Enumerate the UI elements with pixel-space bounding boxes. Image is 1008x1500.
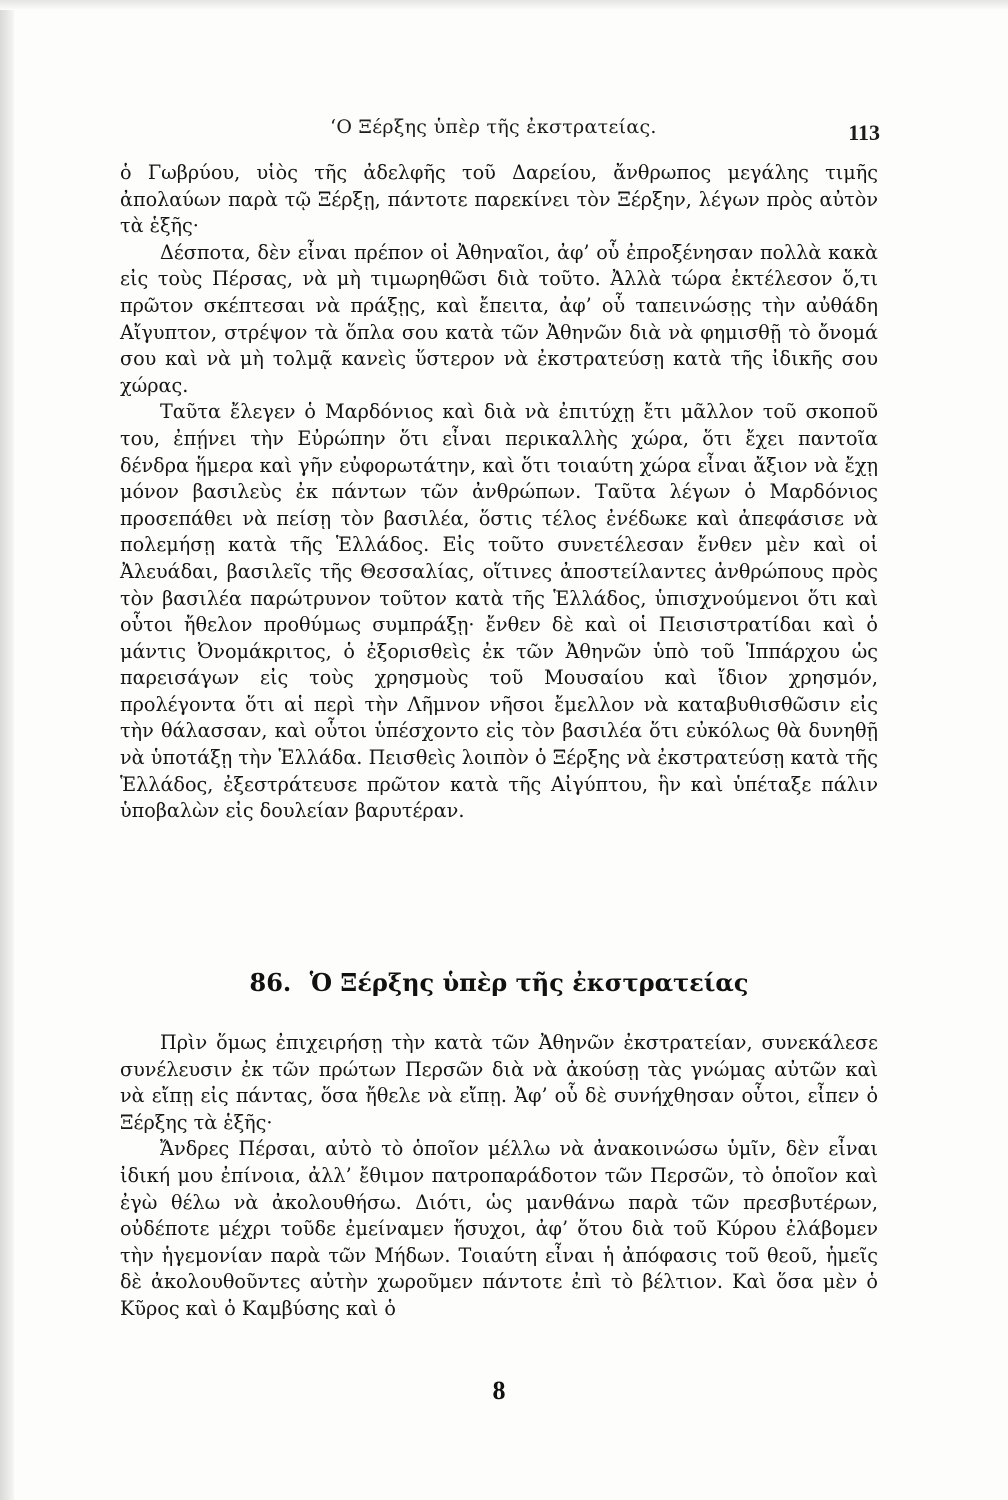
paragraph: ὁ Γωβρύου, υἱὸς τῆς ἀδελφῆς τοῦ Δαρείου, ἄνθρωπος μεγάλης τιμῆς ἀπολαύων παρὰ τῷ Ξέρξῃ, πάντοτε παρεκίνει τὸν Ξέρξην, λέγων πρὸς αὐτὸν τὰ ἑξῆς· (120, 161, 878, 238)
section-title: Ὁ Ξέρξης ὑπὲρ τῆς ἐκστρατείας (309, 968, 749, 997)
page-shadow-left (0, 0, 14, 1500)
paragraph: Ἄνδρες Πέρσαι, αὐτὸ τὸ ὁποῖον μέλλω νὰ ἀνακοινώσω ὑμῖν, δὲν εἶναι ἰδική μου ἐπίνοια, ἀλλ’ ἔθιμον πατροπαράδοτον τῶν Περσῶν, τὸ ὁποῖον καὶ ἐγὼ θέλω νὰ ἀκολουθήσω. Διότι, ὡς μανθάνω παρὰ τῶν πρεσβυτέρων, οὐδέποτε μέχρι τοῦδε ἐμείναμεν ἥσυχοι, ἀφ’ ὅτου διὰ τοῦ Κύρου ἐλάβομεν τὴν ἡγεμονίαν παρὰ τῶν Μήδων. Τοιαύτη εἶναι ἡ ἀπόφασις τοῦ θεοῦ, ἡμεῖς δὲ ἀκολουθοῦντες αὐτὴν χωροῦμεν πάντοτε ἐπὶ τὸ βέλτιον. Καὶ ὅσα μὲν ὁ Κῦρος καὶ ὁ Καμβύσης καὶ ὁ (120, 1137, 878, 1320)
signature-mark: 8 (492, 1376, 506, 1405)
body-text-top (120, 160, 878, 825)
running-title: ‘Ο Ξέρξης ὑπὲρ τῆς ἐκστρατείας. (330, 116, 657, 138)
page-number: 113 (848, 120, 880, 145)
page-shadow-top (0, 0, 1008, 10)
section-number: 86. (249, 968, 292, 997)
paragraph: Ταῦτα ἔλεγεν ὁ Μαρδόνιος καὶ διὰ νὰ ἐπιτύχῃ ἔτι μᾶλλον τοῦ σκοποῦ του, ἐπῄνει τὴν Εὐρώπην ὅτι εἶναι περικαλλὴς χώρα, ὅτι ἔχει παντοῖα δένδρα ἥμερα καὶ γῆν εὐφορωτάτην, καὶ ὅτι τοιαύτη χώρα εἶναι ἄξιον νὰ ἔχῃ μόνον βασιλεὺς ἐκ πάντων τῶν ἀνθρώπων. Ταῦτα λέγων ὁ Μαρδόνιος προσεπάθει νὰ πείσῃ τὸν βασιλέα, ὅστις τέλος ἐνέδωκε καὶ ἀπεφάσισε νὰ πολεμήσῃ κατὰ τῆς Ἑλλάδος. Εἰς τοῦτο συνετέλεσαν ἔνθεν μὲν καὶ οἱ Ἀλευάδαι, βασιλεῖς τῆς Θεσσαλίας, οἵτινες ἀποστείλαντες ἀνθρώπους πρὸς τὸν βασιλέα παρώτρυνον τοῦτον κατὰ τῆς Ἑλλάδος, ὑπισχνούμενοι ὅτι καὶ οὗτοι ἤθελον προθύμως συμπράξῃ· ἔνθεν δὲ καὶ οἱ Πεισιστρατίδαι καὶ ὁ μάντις Ὀνομάκριτος, ὁ ἐξορισθεὶς ἐκ τῶν Ἀθηνῶν ὑπὸ τοῦ Ἱππάρχου ὡς παρεισάγων εἰς τοὺς χρησμοὺς τοῦ Μουσαίου καὶ ἴδιον χρησμόν, προλέγοντα ὅτι αἱ περὶ τὴν Λῆμνον νῆσοι ἔμελλον νὰ καταβυθισθῶσιν εἰς τὴν θάλασσαν, καὶ οὗτοι ὑπέσχοντο εἰς τὸν βασιλέα ὅτι εὐκόλως θὰ δυνηθῇ νὰ ὑποτάξῃ τὴν Ἑλλάδα. Πεισθεὶς λοιπὸν ὁ Ξέρξης νὰ ἐκστρατεύσῃ κατὰ τῆς Ἑλλάδος, ἐξεστράτευσε πρῶτον κατὰ τῆς Αἰγύπτου, ἣν καὶ ὑπέταξε πάλιν ὑποβαλὼν εἰς δουλείαν βαρυτέραν. (120, 400, 878, 823)
paragraph: Πρὶν ὅμως ἐπιχειρήσῃ τὴν κατὰ τῶν Ἀθηνῶν ἐκστρατείαν, συνεκάλεσε συνέλευσιν ἐκ τῶν πρώτων Περσῶν διὰ νὰ ἀκούσῃ τὰς γνώμας αὐτῶν καὶ νὰ εἴπῃ εἰς πάντας, ὅσα ἤθελε νὰ εἴπῃ. Ἀφ’ οὗ δὲ συνήχθησαν οὗτοι, εἶπεν ὁ Ξέρξης τὰ ἑξῆς· (120, 1031, 878, 1134)
paragraph: Δέσποτα, δὲν εἶναι πρέπον οἱ Ἀθηναῖοι, ἀφ’ οὗ ἐπροξένησαν πολλὰ κακὰ εἰς τοὺς Πέρσας, νὰ μὴ τιμωρηθῶσι διὰ τοῦτο. Ἀλλὰ τώρα ἐκτέλεσον ὅ,τι πρῶτον σκέπτεσαι νὰ πράξῃς, καὶ ἔπειτα, ἀφ’ οὗ ταπεινώσῃς τὴν αὐθάδη Αἴγυπτον, στρέψον τὰ ὅπλα σου κατὰ τῶν Ἀθηνῶν διὰ νὰ φημισθῇ τὸ ὄνομά σου καὶ νὰ μὴ τολμᾷ κανεὶς ὕστερον νὰ ἐκστρατεύσῃ κατὰ τῆς ἰδικῆς σου χώρας. (120, 240, 878, 397)
body-text-bottom (120, 1030, 878, 1323)
running-head (120, 112, 880, 148)
section-heading (120, 968, 878, 997)
